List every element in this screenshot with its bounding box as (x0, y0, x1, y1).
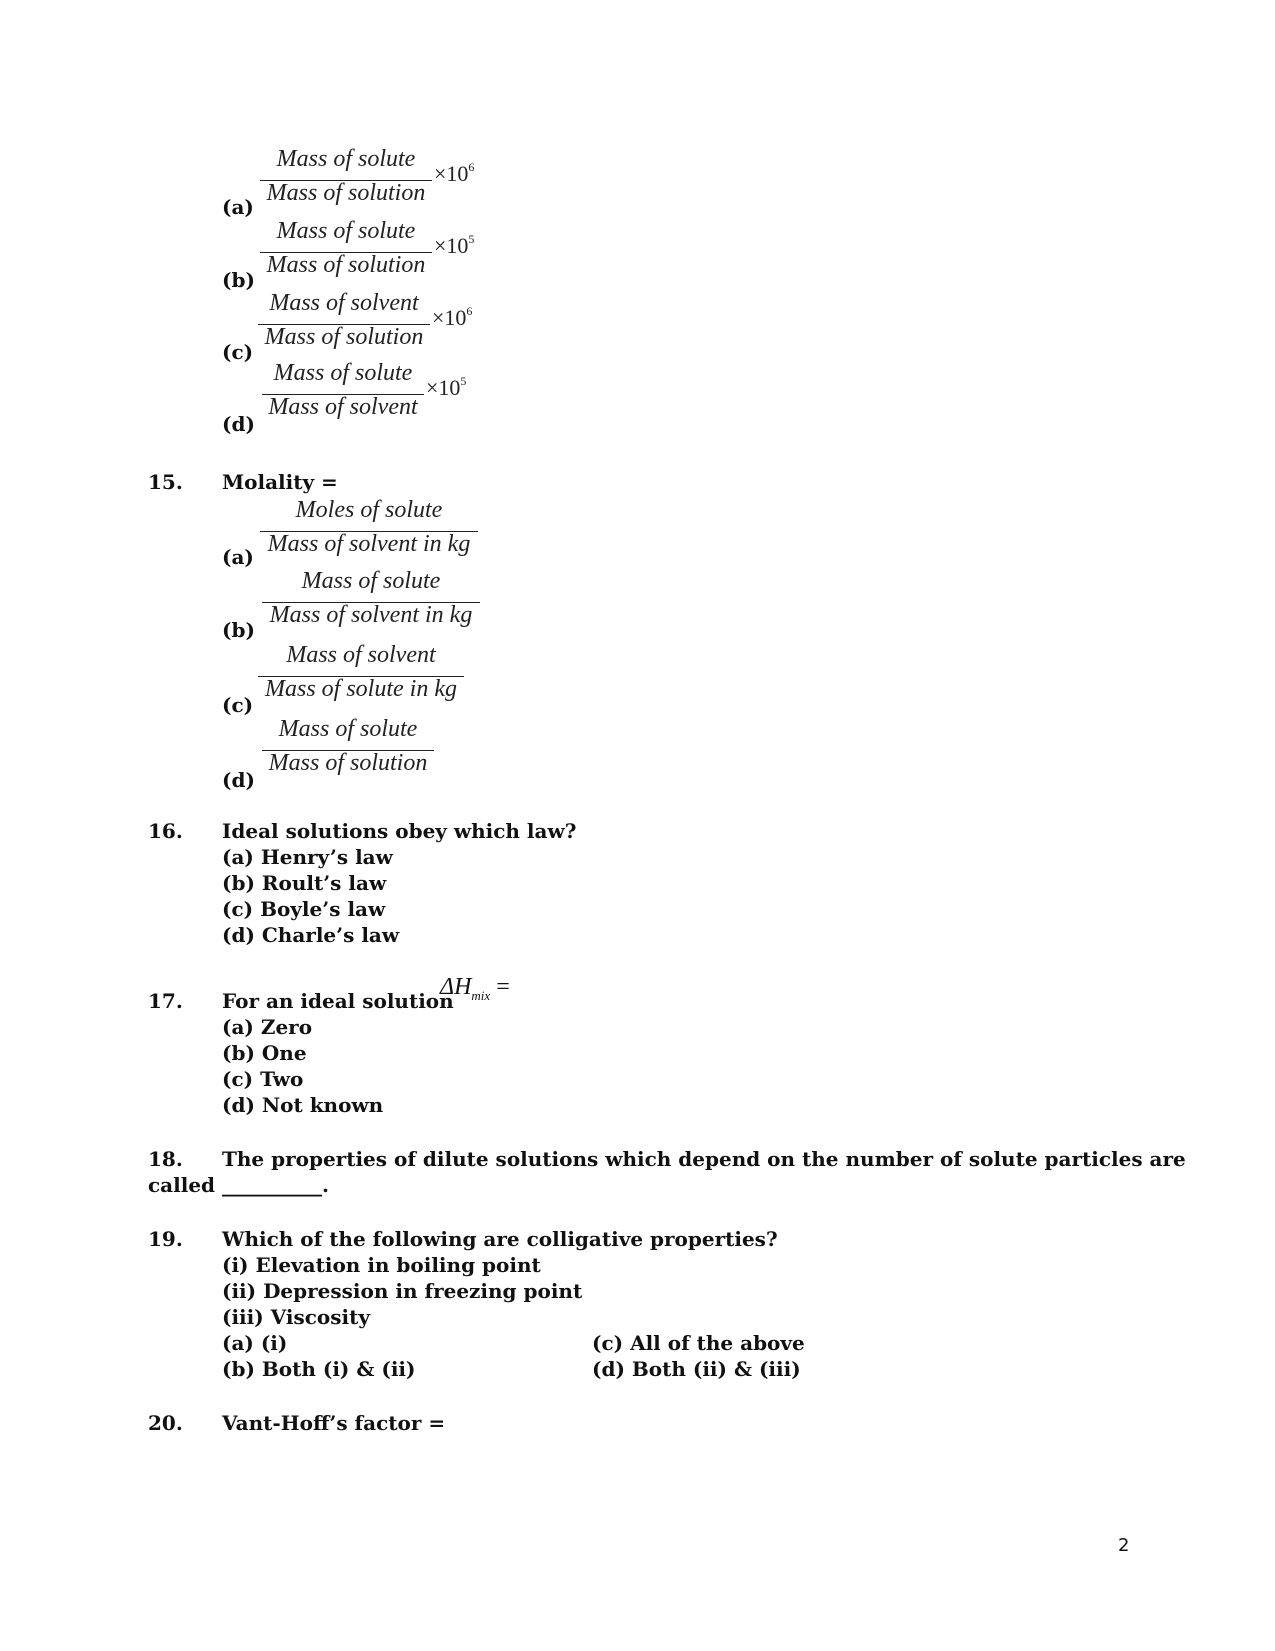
q14-option-c-label: (c) (222, 340, 254, 364)
multiplier: $\times 10^5$ (434, 232, 475, 258)
fraction-numerator: Mass of solute (276, 146, 416, 172)
fraction-denominator: Mass of solution (264, 324, 424, 350)
fraction-denominator: Mass of solvent (268, 394, 418, 420)
fraction-numerator: Moles of solute (295, 497, 443, 523)
fraction-numerator: Mass of solvent (286, 642, 436, 668)
question-number: 16. (148, 819, 183, 843)
statement-item: (i) Elevation in boiling point (222, 1253, 541, 1277)
answer-option: (c) Two (222, 1067, 304, 1091)
answer-option: (d) Charle’s law (222, 923, 400, 947)
answer-option: (d) Not known (222, 1093, 384, 1117)
q15-option-c-fraction (258, 642, 464, 708)
answer-option: (c) All of the above (592, 1331, 805, 1355)
statement-item: (iii) Viscosity (222, 1305, 370, 1329)
multiplier: $\times 10^6$ (434, 160, 475, 186)
question-text: The properties of dilute solutions which depend on the number of solute particles are (222, 1147, 1186, 1171)
q15-option-d-label: (d) (222, 768, 255, 792)
answer-option: (b) One (222, 1041, 307, 1065)
question-text-continued: called __________. (148, 1173, 329, 1197)
q15-option-b-label: (b) (222, 618, 255, 642)
q14-option-d-fraction (262, 360, 467, 426)
answer-option: (a) Henry’s law (222, 845, 393, 869)
q14-option-d-label: (d) (222, 412, 255, 436)
multiplier: $\times 10^6$ (432, 304, 473, 330)
question-number: 19. (148, 1227, 183, 1251)
fraction-denominator: Mass of solute in kg (265, 676, 457, 702)
fraction-numerator: Mass of solute (273, 360, 413, 386)
fraction-denominator: Mass of solvent in kg (267, 531, 471, 557)
question-text: Vant-Hoff’s factor = (222, 1411, 446, 1435)
answer-option: (b) Roult’s law (222, 871, 387, 895)
q15-option-d-fraction (262, 716, 434, 782)
fraction-denominator: Mass of solution (268, 750, 428, 776)
question-text: Ideal solutions obey which law? (222, 819, 577, 843)
question-number: 20. (148, 1411, 183, 1435)
fraction-numerator: Mass of solute (278, 716, 418, 742)
q14-option-c-fraction (258, 290, 473, 356)
answer-option: (d) Both (ii) & (iii) (592, 1357, 801, 1381)
q15-option-a-fraction (260, 497, 478, 563)
question-text: Which of the following are colligative properties? (222, 1227, 778, 1251)
q15-option-c-label: (c) (222, 693, 254, 717)
q15-option-b-fraction (262, 568, 480, 634)
fraction-denominator: Mass of solvent in kg (269, 602, 473, 628)
question-text: Molality = (222, 470, 338, 494)
question-number: 15. (148, 470, 183, 494)
q14-option-a-fraction (260, 146, 475, 212)
answer-option: (b) Both (i) & (ii) (222, 1357, 416, 1381)
fraction-denominator: Mass of solution (266, 180, 426, 206)
fraction-numerator: Mass of solvent (269, 290, 419, 316)
fraction-numerator: Mass of solute (301, 568, 441, 594)
answer-option: (a) Zero (222, 1015, 313, 1039)
statement-item: (ii) Depression in freezing point (222, 1279, 583, 1303)
answer-option: (c) Boyle’s law (222, 897, 386, 921)
fraction-numerator: Mass of solute (276, 218, 416, 244)
q14-option-b-fraction (260, 218, 475, 284)
fraction-denominator: Mass of solution (266, 252, 426, 278)
q14-option-b-label: (b) (222, 268, 255, 292)
question-number: 18. (148, 1147, 183, 1171)
answer-option: (a) (i) (222, 1331, 288, 1355)
question-number: 17. (148, 989, 183, 1013)
multiplier: $\times 10^5$ (426, 374, 467, 400)
q14-option-a-label: (a) (222, 195, 254, 219)
page-number: 2 (1118, 1535, 1130, 1556)
q15-option-a-label: (a) (222, 545, 254, 569)
enthalpy-of-mixing-symbol: $\Delta H_{mix}$ = (440, 974, 510, 1003)
question-text: For an ideal solution (222, 989, 454, 1013)
